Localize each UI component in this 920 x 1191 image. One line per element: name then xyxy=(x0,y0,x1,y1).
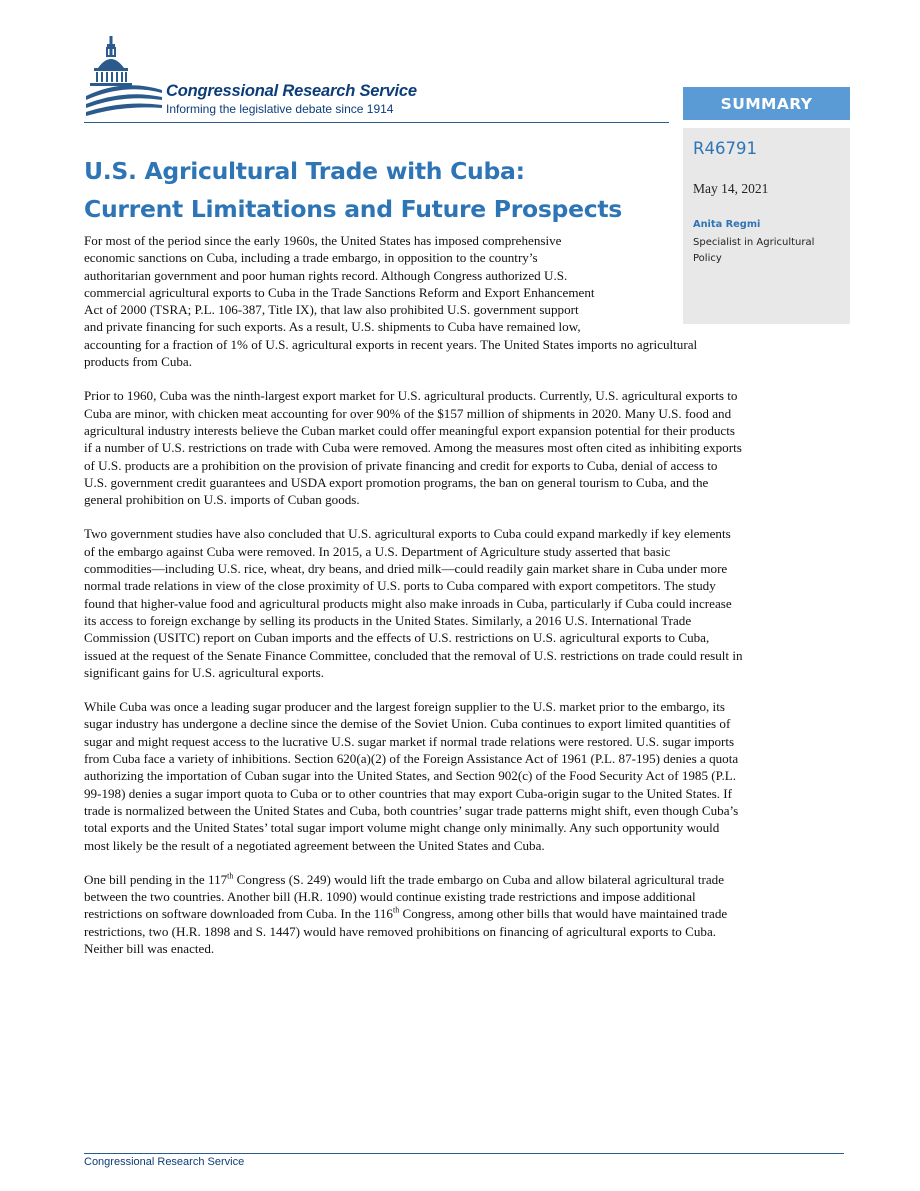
org-name: Congressional Research Service xyxy=(166,82,417,100)
text-line: trade is normalized between the United States and Cuba, both countries’ sugar trade patterns might shift, even though Cuba’s xyxy=(84,802,739,818)
footer-divider xyxy=(84,1153,844,1154)
text-line: normal trade relations in view of the close proximity of U.S. ports to Cuba compared with export competitors. The study xyxy=(84,578,716,594)
paragraph xyxy=(84,387,844,508)
report-title xyxy=(84,152,674,228)
text-line: Neither bill was enacted. xyxy=(84,940,215,956)
text-line: if a number of U.S. restrictions on trade with Cuba were removed. Among the measures most often cited as inhibiting exports xyxy=(84,440,742,456)
text-line: 99-198) denies a sugar import quota to Cuba or to other countries that may export Cuba-origin sugar to the United States. If xyxy=(84,785,732,801)
text-line: issued at the request of the Senate Finance Committee, concluded that the removal of U.S. restrictions on trade could result in xyxy=(84,647,743,663)
text-line: Act of 2000 (TSRA; P.L. 106-387, Title IX), that law also prohibited U.S. government support xyxy=(84,302,579,318)
text-line: found that higher-value food and agricultural products might also make inroads in Cuba, particularly if Cuba could increase xyxy=(84,595,732,611)
text-line: authorizing the importation of Cuban sugar into the United States, and Section 902(c) of the Food Security Act of 1985 (P.L. xyxy=(84,768,737,784)
text-line: U.S. government credit guarantees and USDA export promotion programs, the ban on general tourism to Cuba, and the xyxy=(84,474,709,490)
author-title-line: Policy xyxy=(693,253,722,264)
text-fragment: One bill pending in the 117 xyxy=(84,871,228,887)
text-line: and private financing for such exports. As a result, U.S. shipments to Cuba have remained low, xyxy=(84,319,581,335)
text-line: products from Cuba. xyxy=(84,354,193,370)
summary-banner: SUMMARY xyxy=(683,87,850,120)
paragraph xyxy=(84,698,844,854)
text-line: While Cuba was once a leading sugar producer and the largest foreign supplier to the U.S. market prior to the embargo, its xyxy=(84,699,725,715)
ordinal-suffix: th xyxy=(392,906,400,916)
text-line: general prohibition on U.S. imports of Cuban goods. xyxy=(84,492,360,508)
text-line: commercial agricultural exports to Cuba in the Trade Sanctions Reform and Export Enhancement xyxy=(84,284,595,300)
text-line: commodities—including U.S. rice, wheat, dry beans, and dried milk—could readily gain market share in Cuba under more xyxy=(84,561,728,577)
footer-text: Congressional Research Service xyxy=(84,1156,245,1168)
header-divider xyxy=(84,122,669,123)
text-line: Commission (USITC) report on Cuban imports and the effects of U.S. restrictions on U.S. agricultural exports to Cuba, xyxy=(84,630,710,646)
text-line xyxy=(84,905,844,922)
summary-body xyxy=(84,232,844,974)
text-fragment: Congress, among other bills that would have maintained trade xyxy=(399,906,728,922)
org-tagline: Informing the legislative debate since 1914 xyxy=(166,102,394,116)
text-line: its access to foreign exchange by selling its products in the United States. Similarly, a 2016 U.S. International Trade xyxy=(84,612,692,628)
text-fragment: restrictions on software downloaded from Cuba. In the 116 xyxy=(84,906,393,922)
text-line: Prior to 1960, Cuba was the ninth-largest export market for U.S. agricultural products. Currently, U.S. agricultural exports to xyxy=(84,388,738,404)
title-line: U.S. Agricultural Trade with Cuba: xyxy=(84,157,525,185)
text-line: from Cuba face a variety of inhibitions. Section 620(a)(2) of the Foreign Assistance Act of 1961 (P.L. 87-195) denies a quota xyxy=(84,751,739,767)
text-line: authoritarian government and poor human rights record. Although Congress authorized U.S. xyxy=(84,267,568,283)
text-line: total exports and the United States’ total sugar import volume might change only minimally. Any such opportunity would xyxy=(84,820,720,836)
text-line: between the two countries. Another bill (H.R. 1090) would continue existing trade restrictions and impose additional xyxy=(84,889,696,905)
ordinal-suffix: th xyxy=(227,871,234,881)
text-line: restrictions, two (H.R. 1898 and S. 1447) would have removed prohibitions on financing of agricultural exports to Cuba. xyxy=(84,923,717,939)
text-line: of U.S. products are a prohibition on the provision of private financing and credit for exports to Cuba, denial of access to xyxy=(84,457,718,473)
report-date: May 14, 2021 xyxy=(693,181,769,196)
text-line: sugar and might request access to the lucrative U.S. sugar market if normal trade relations were restored. U.S. sugar imports xyxy=(84,733,735,749)
text-line: sugar industry has undergone a decline since the demise of the Soviet Union. Cuba continues to export limited quantities of xyxy=(84,716,731,732)
paragraph xyxy=(84,232,844,370)
text-line: agricultural industry interests believe the Cuban market could offer meaningful export expansion potential for their products xyxy=(84,422,735,438)
paragraph xyxy=(84,525,844,681)
text-line xyxy=(84,871,844,888)
text-line: of the embargo against Cuba were removed. In 2015, a U.S. Department of Agriculture study asserted that basic xyxy=(84,543,671,559)
paragraph xyxy=(84,871,844,957)
text-line: For most of the period since the early 1960s, the United States has imposed comprehensive xyxy=(84,233,562,248)
author-title-line: Specialist in Agricultural xyxy=(693,237,815,248)
text-line: Two government studies have also concluded that U.S. agricultural exports to Cuba could expand markedly if key elements xyxy=(84,526,731,542)
text-line: economic sanctions on Cuba, including a trade embargo, in opposition to the country’s xyxy=(84,250,538,266)
text-line: accounting for a fraction of 1% of U.S. agricultural exports in recent years. The United States imports no agricultural xyxy=(84,336,698,352)
capitol-dome-logo-icon xyxy=(84,34,164,120)
author-name: Anita Regmi xyxy=(693,219,761,230)
text-line: Cuba are minor, with chicken meat accounting for over 90% of the $157 million of shipments in 2020. Many U.S. food and xyxy=(84,405,732,421)
title-line: Current Limitations and Future Prospects xyxy=(84,195,622,223)
report-number: R46791 xyxy=(693,139,757,158)
text-fragment: Congress (S. 249) would lift the trade embargo on Cuba and allow bilateral agricultural trade xyxy=(233,871,725,887)
text-line: most likely be the result of a negotiated agreement between the United States and Cuba. xyxy=(84,837,545,853)
text-line: significant gains for U.S. agricultural exports. xyxy=(84,664,324,680)
